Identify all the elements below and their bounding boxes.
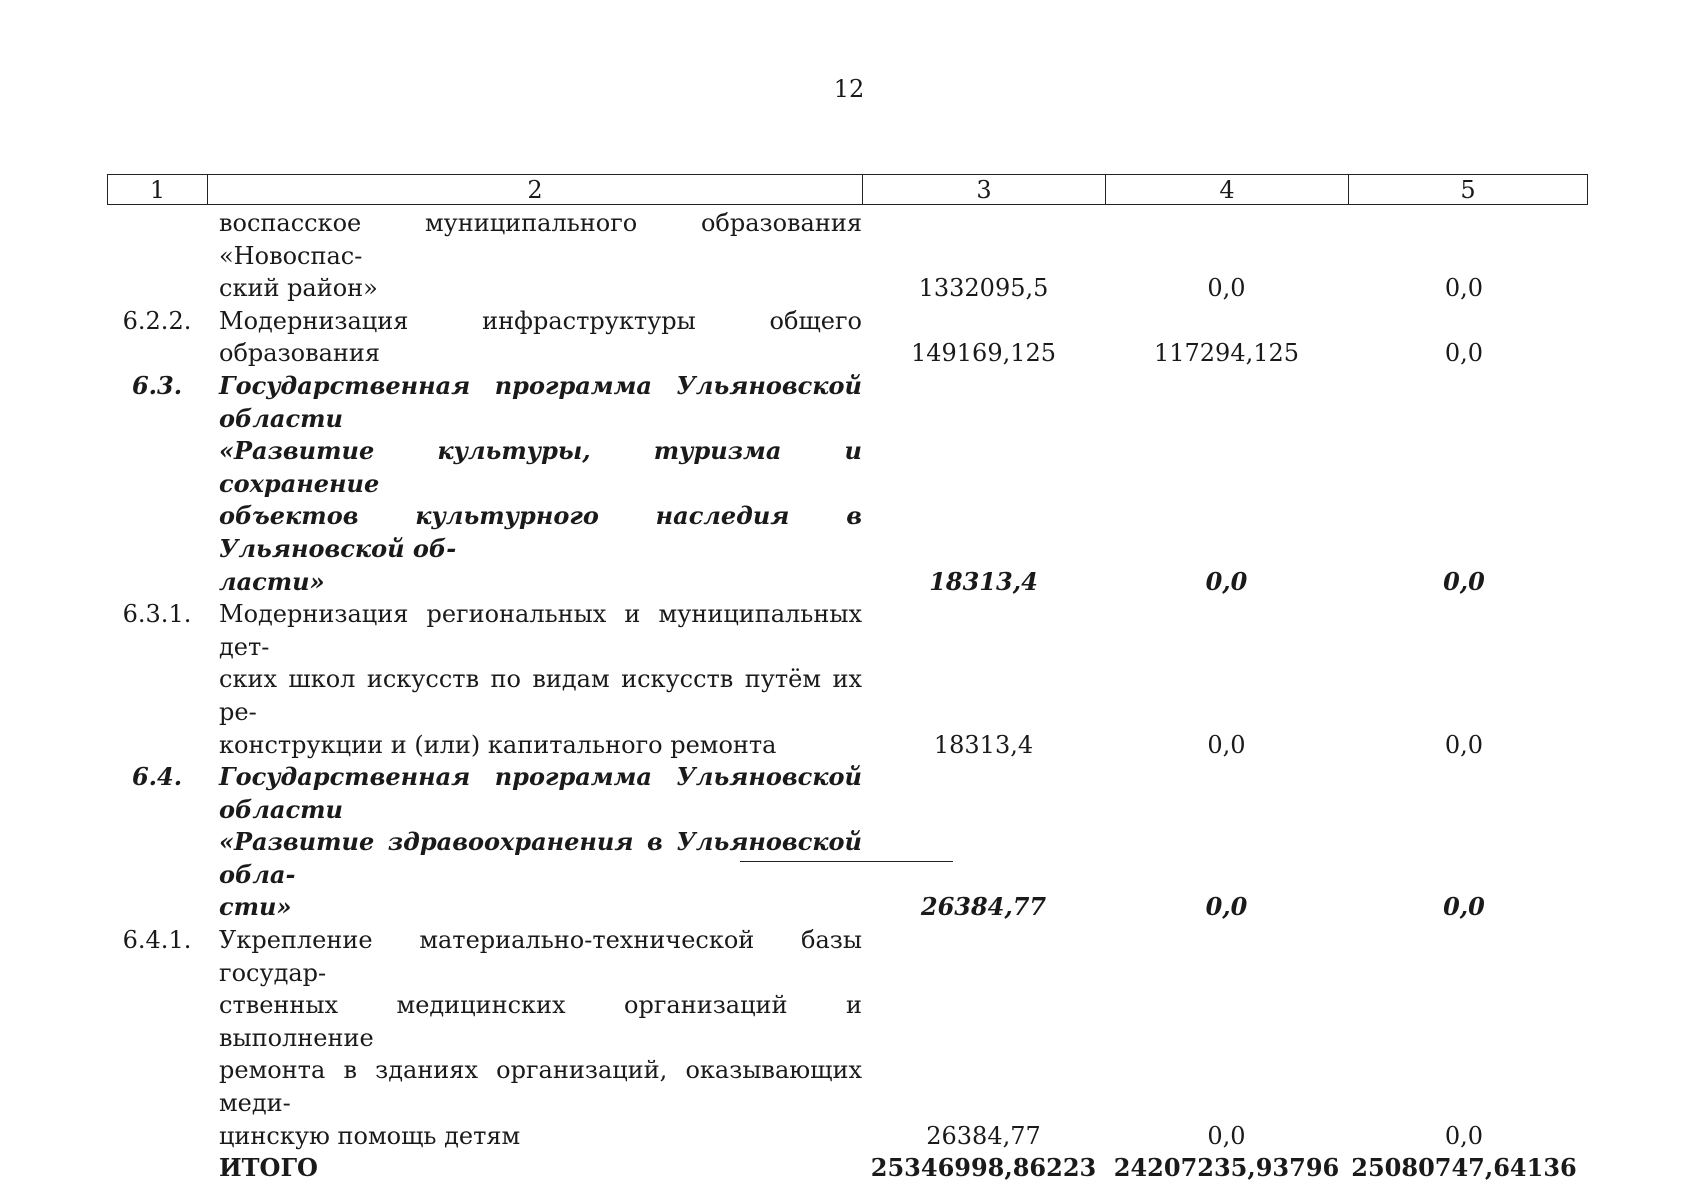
row-value-col4: 0,0 [1205,566,1248,596]
description-line: конструкции и (или) капитального ремонта [219,730,777,759]
row-value-col5: 0,0 [1444,274,1484,303]
table-body [107,207,1587,1185]
description-line: объектов культурного наследия в Ульяновской об- [219,501,862,563]
row-description [207,305,862,370]
description-line: ственных медицинских организаций и выполнение [219,991,862,1052]
row-value-col4: 0,0 [1207,274,1246,303]
row-description [207,598,862,761]
row-description [207,924,862,1152]
row-value-col5: 0,0 [1444,1121,1484,1150]
row-number: 6.4.1. [122,926,192,955]
description-line: ремонта в зданиях организаций, оказывающих меди- [219,1056,862,1118]
column-header-5: 5 [1349,175,1588,205]
description-line: Государственная программа Ульяновской области [219,762,862,824]
page-number: 12 [833,75,865,103]
row-number: 6.3. [131,370,183,400]
row-value-col3: 1332095,5 [918,274,1049,303]
row-value-col3: 26384,77 [926,1121,1041,1150]
row-value-col5: 0,0 [1443,892,1485,922]
table-row [107,761,1587,924]
total-row [107,1152,1587,1185]
description-line: Укрепление материально-технической базы государ- [219,926,862,987]
description-line: ских школ искусств по видам искусств путём их ре- [219,665,862,726]
description-line: воспасское муниципального образования «Новоспас- [219,209,862,270]
table-row [107,207,1587,305]
description-line: Модернизация инфраструктуры общего образования [219,306,862,368]
table-row [107,305,1587,370]
row-value-col3: 18313,4 [933,730,1034,759]
row-value-col3: 149169,125 [910,339,1057,368]
row-description [207,1152,862,1185]
column-header-4: 4 [1106,175,1349,205]
table-row [107,598,1587,761]
column-header-3: 3 [863,175,1106,205]
row-value-col5: 0,0 [1444,730,1484,759]
description-line: цинскую помощь детям [219,1121,521,1150]
row-value-col4: 0,0 [1207,730,1246,759]
description-line: ский район» [219,274,378,303]
row-description [207,370,862,598]
column-header-row [108,175,1588,205]
total-label: ИТОГО [219,1153,318,1183]
row-value-col5: 0,0 [1444,339,1484,368]
row-number: 6.2.2. [122,306,192,335]
total-value-col5: 25080747,64136 [1351,1153,1577,1183]
column-header-2: 2 [208,175,863,205]
description-line: Государственная программа Ульяновской области [219,370,862,433]
description-line: Модернизация региональных и муниципальных дет- [219,600,862,661]
description-line: «Развитие здравоохранения в Ульяновской обла- [219,827,862,889]
column-header-table [107,174,1588,205]
row-value-col4: 0,0 [1205,892,1248,922]
row-value-col3: 26384,77 [920,892,1047,922]
row-value-col4: 117294,125 [1153,339,1300,368]
description-line: «Развитие культуры, туризма и сохранение [219,436,862,498]
row-value-col5: 0,0 [1443,566,1485,596]
row-value-col4: 0,0 [1207,1121,1246,1150]
row-description [207,761,862,924]
end-of-document-rule [740,861,953,862]
column-header-1: 1 [108,175,208,205]
total-value-col4: 24207235,93796 [1113,1153,1340,1183]
table-row [107,370,1587,598]
description-line: сти» [219,892,292,922]
description-line: ласти» [219,566,325,596]
row-description [207,207,862,305]
row-value-col3: 18313,4 [929,566,1038,596]
table-row [107,924,1587,1152]
row-number: 6.4. [131,762,183,792]
total-value-col3: 25346998,86223 [870,1153,1097,1183]
row-number: 6.3.1. [122,600,192,629]
